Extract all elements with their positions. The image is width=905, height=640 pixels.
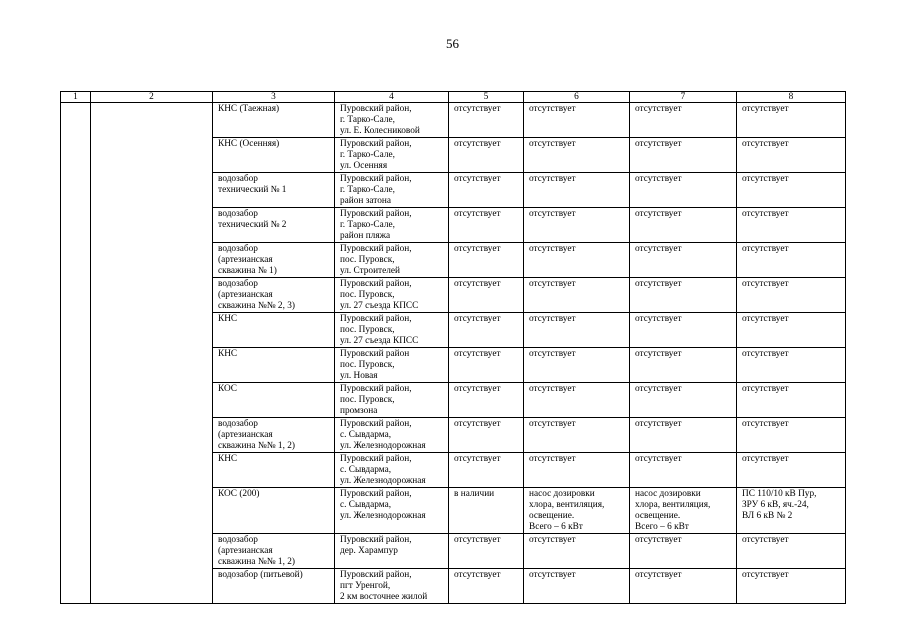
column-header: 8 xyxy=(737,92,846,103)
object-name-cell: КНС xyxy=(213,453,335,488)
data-table xyxy=(60,91,846,604)
table-row xyxy=(61,103,846,138)
table-cell: в наличии xyxy=(449,488,524,534)
table-cell: отсутствует xyxy=(449,138,524,173)
merged-cell-col2 xyxy=(91,103,213,604)
table-cell: отсутствует xyxy=(449,313,524,348)
address-cell: Пуровский район, с. Сывдарма, ул. Железнодорожная xyxy=(335,453,449,488)
table-cell: отсутствует xyxy=(630,313,737,348)
address-cell: Пуровский район, г. Тарко-Сале, ул. Осенняя xyxy=(335,138,449,173)
table-cell: отсутствует xyxy=(630,534,737,569)
table-cell: насос дозировки хлора, вентиляция, освещение. Всего – 6 кВт xyxy=(630,488,737,534)
object-name-cell: водозабор (артезианская скважина №№ 2, 3) xyxy=(213,278,335,313)
table-cell: отсутствует xyxy=(524,313,630,348)
table-cell: отсутствует xyxy=(524,138,630,173)
table-cell: отсутствует xyxy=(524,569,630,604)
table-cell: отсутствует xyxy=(449,243,524,278)
address-cell: Пуровский район пос. Пуровск, ул. Новая xyxy=(335,348,449,383)
table-cell: отсутствует xyxy=(630,243,737,278)
address-cell: Пуровский район, с. Сывдарма, ул. Железнодорожная xyxy=(335,418,449,453)
table-cell: отсутствует xyxy=(449,278,524,313)
column-header: 3 xyxy=(213,92,335,103)
table-cell: отсутствует xyxy=(449,348,524,383)
table-cell: отсутствует xyxy=(737,313,846,348)
table-cell: отсутствует xyxy=(524,534,630,569)
table-cell: отсутствует xyxy=(524,208,630,243)
column-header: 4 xyxy=(335,92,449,103)
object-name-cell: КНС (Осенняя) xyxy=(213,138,335,173)
table-cell: отсутствует xyxy=(449,208,524,243)
address-cell: Пуровский район, дер. Харампур xyxy=(335,534,449,569)
table-cell: отсутствует xyxy=(524,103,630,138)
table-cell: отсутствует xyxy=(630,418,737,453)
table-cell: отсутствует xyxy=(737,103,846,138)
table-cell: отсутствует xyxy=(524,243,630,278)
object-name-cell: водозабор (артезианская скважина №№ 1, 2) xyxy=(213,418,335,453)
column-header: 1 xyxy=(61,92,91,103)
table-cell: отсутствует xyxy=(737,348,846,383)
table-cell: отсутствует xyxy=(449,569,524,604)
table-cell: отсутствует xyxy=(737,208,846,243)
table-cell: отсутствует xyxy=(737,534,846,569)
object-name-cell: водозабор (артезианская скважина № 1) xyxy=(213,243,335,278)
object-name-cell: водозабор технический № 2 xyxy=(213,208,335,243)
address-cell: Пуровский район, г. Тарко-Сале, район затона xyxy=(335,173,449,208)
address-cell: Пуровский район, пос. Пуровск, ул. 27 съезда КПСС xyxy=(335,313,449,348)
table-cell: отсутствует xyxy=(737,243,846,278)
address-cell: Пуровский район, г. Тарко-Сале, ул. Е. Колесниковой xyxy=(335,103,449,138)
column-header: 5 xyxy=(449,92,524,103)
header-row xyxy=(61,92,846,103)
table-cell: отсутствует xyxy=(737,569,846,604)
table-cell: отсутствует xyxy=(449,173,524,208)
table-cell: отсутствует xyxy=(630,348,737,383)
object-name-cell: водозабор (питьевой) xyxy=(213,569,335,604)
table-cell: отсутствует xyxy=(737,173,846,208)
table-cell: отсутствует xyxy=(737,453,846,488)
table-cell: отсутствует xyxy=(737,138,846,173)
table-cell: отсутствует xyxy=(630,103,737,138)
column-header: 6 xyxy=(524,92,630,103)
address-cell: Пуровский район, пос. Пуровск, промзона xyxy=(335,383,449,418)
table-cell: отсутствует xyxy=(630,383,737,418)
table-body xyxy=(61,103,846,604)
table-cell: отсутствует xyxy=(737,278,846,313)
table-cell: отсутствует xyxy=(524,348,630,383)
table-cell: отсутствует xyxy=(449,534,524,569)
merged-cell-col1 xyxy=(61,103,91,604)
table-cell: отсутствует xyxy=(630,278,737,313)
table-cell: отсутствует xyxy=(524,278,630,313)
table-cell: отсутствует xyxy=(630,173,737,208)
object-name-cell: водозабор технический № 1 xyxy=(213,173,335,208)
column-header: 2 xyxy=(91,92,213,103)
address-cell: Пуровский район, пгт Уренгой, 2 км восточнее жилой xyxy=(335,569,449,604)
table-cell: отсутствует xyxy=(737,418,846,453)
object-name-cell: водозабор (артезианская скважина №№ 1, 2) xyxy=(213,534,335,569)
table-cell: отсутствует xyxy=(449,418,524,453)
table-cell: отсутствует xyxy=(449,103,524,138)
address-cell: Пуровский район, г. Тарко-Сале, район пляжа xyxy=(335,208,449,243)
table-cell: отсутствует xyxy=(630,208,737,243)
table-cell: отсутствует xyxy=(449,383,524,418)
table-cell: отсутствует xyxy=(524,173,630,208)
object-name-cell: КОС xyxy=(213,383,335,418)
object-name-cell: КНС xyxy=(213,313,335,348)
table-cell: отсутствует xyxy=(524,418,630,453)
table-cell: отсутствует xyxy=(449,453,524,488)
table-cell: отсутствует xyxy=(630,453,737,488)
table-cell: ПС 110/10 кВ Пур, ЗРУ 6 кВ, яч.-24, ВЛ 6 кВ № 2 xyxy=(737,488,846,534)
column-header: 7 xyxy=(630,92,737,103)
object-name-cell: КОС (200) xyxy=(213,488,335,534)
object-name-cell: КНС (Таежная) xyxy=(213,103,335,138)
table-cell: отсутствует xyxy=(630,569,737,604)
address-cell: Пуровский район, пос. Пуровск, ул. 27 съезда КПСС xyxy=(335,278,449,313)
table-cell: насос дозировки хлора, вентиляция, освещение. Всего – 6 кВт xyxy=(524,488,630,534)
table-cell: отсутствует xyxy=(524,453,630,488)
table-cell: отсутствует xyxy=(630,138,737,173)
address-cell: Пуровский район, с. Сывдарма, ул. Железнодорожная xyxy=(335,488,449,534)
object-name-cell: КНС xyxy=(213,348,335,383)
table-cell: отсутствует xyxy=(524,383,630,418)
table-cell: отсутствует xyxy=(737,383,846,418)
address-cell: Пуровский район, пос. Пуровск, ул. Строителей xyxy=(335,243,449,278)
page-number: 56 xyxy=(446,36,459,51)
